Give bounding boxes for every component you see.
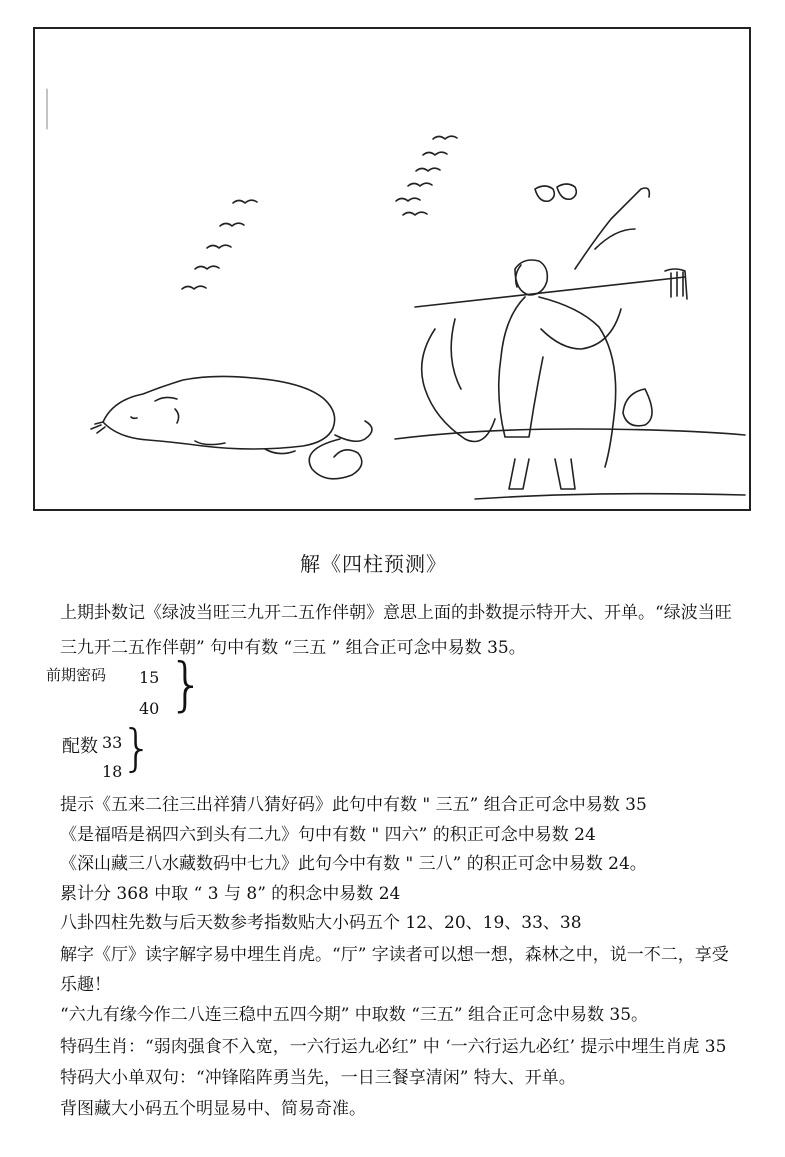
farmer-with-rake (395, 184, 745, 499)
prev-code-value: 15 (139, 668, 160, 687)
illustration-frame (33, 27, 751, 511)
hint-line: “六九有缘今作二八连三稳中五四今期” 中取数 “三五” 组合正可念中易数 35。 (60, 1005, 649, 1025)
pair-number-value: 18 (102, 762, 123, 781)
bird-flock-right (396, 136, 457, 215)
prev-code-value: 40 (139, 699, 160, 718)
paragraph-line: 上期卦数记《绿波当旺三九开二五作伴朝》意思上面的卦数提示特开大、开单。“绿波当旺 (60, 603, 732, 623)
rat-drawing (91, 376, 372, 478)
brace-icon: } (121, 719, 153, 777)
hint-line: 八卦四柱先数与后天数参考指数贴大小码五个 12、20、19、33、38 (60, 913, 582, 933)
hint-line: 解字《厅》读字解字易中埋生肖虎。“厅” 字读者可以想一想，森林之中，说一不二，享受 (60, 945, 729, 965)
bird-flock-left (182, 200, 257, 289)
ink-drawing (35, 29, 749, 509)
hint-line: 乐趣！ (60, 975, 111, 995)
hint-line: 提示《五来二往三出祥猜八猜好码》此句中有数 " 三五” 组合正可念中易数 35 (60, 795, 647, 815)
hint-line: 特码生肖：“弱肉强食不入宽，一六行运九必红” 中 ‘一六行运九必红’ 提示中埋生肖虎 35 (60, 1037, 727, 1057)
hint-line: 《是福唔是祸四六到头有二九》句中有数 " 四六” 的积正可念中易数 24 (60, 825, 596, 845)
hint-line: 背图藏大小码五个明显易中、简易奇准。 (60, 1099, 366, 1119)
hint-line: 《深山藏三八水藏数码中七九》此句今中有数 " 三八” 的积正可念中易数 24。 (60, 854, 647, 874)
hint-line: 特码大小单双句：“冲锋陷阵勇当先，一日三餐享清闲” 特大、开单。 (60, 1068, 576, 1088)
pair-number-value: 33 (102, 733, 123, 752)
hint-line: 累计分 368 中取 “ 3 与 8” 的积念中易数 24 (60, 884, 401, 904)
pair-numbers-label: 配数 (62, 736, 98, 757)
prev-codes-label: 前期密码 (46, 666, 107, 684)
paragraph-line: 三九开二五作伴朝” 句中有数 “三五 ” 组合正可念中易数 35。 (60, 638, 526, 658)
page-title: 解《四柱预测》 (300, 552, 447, 576)
brace-icon: } (168, 650, 205, 718)
